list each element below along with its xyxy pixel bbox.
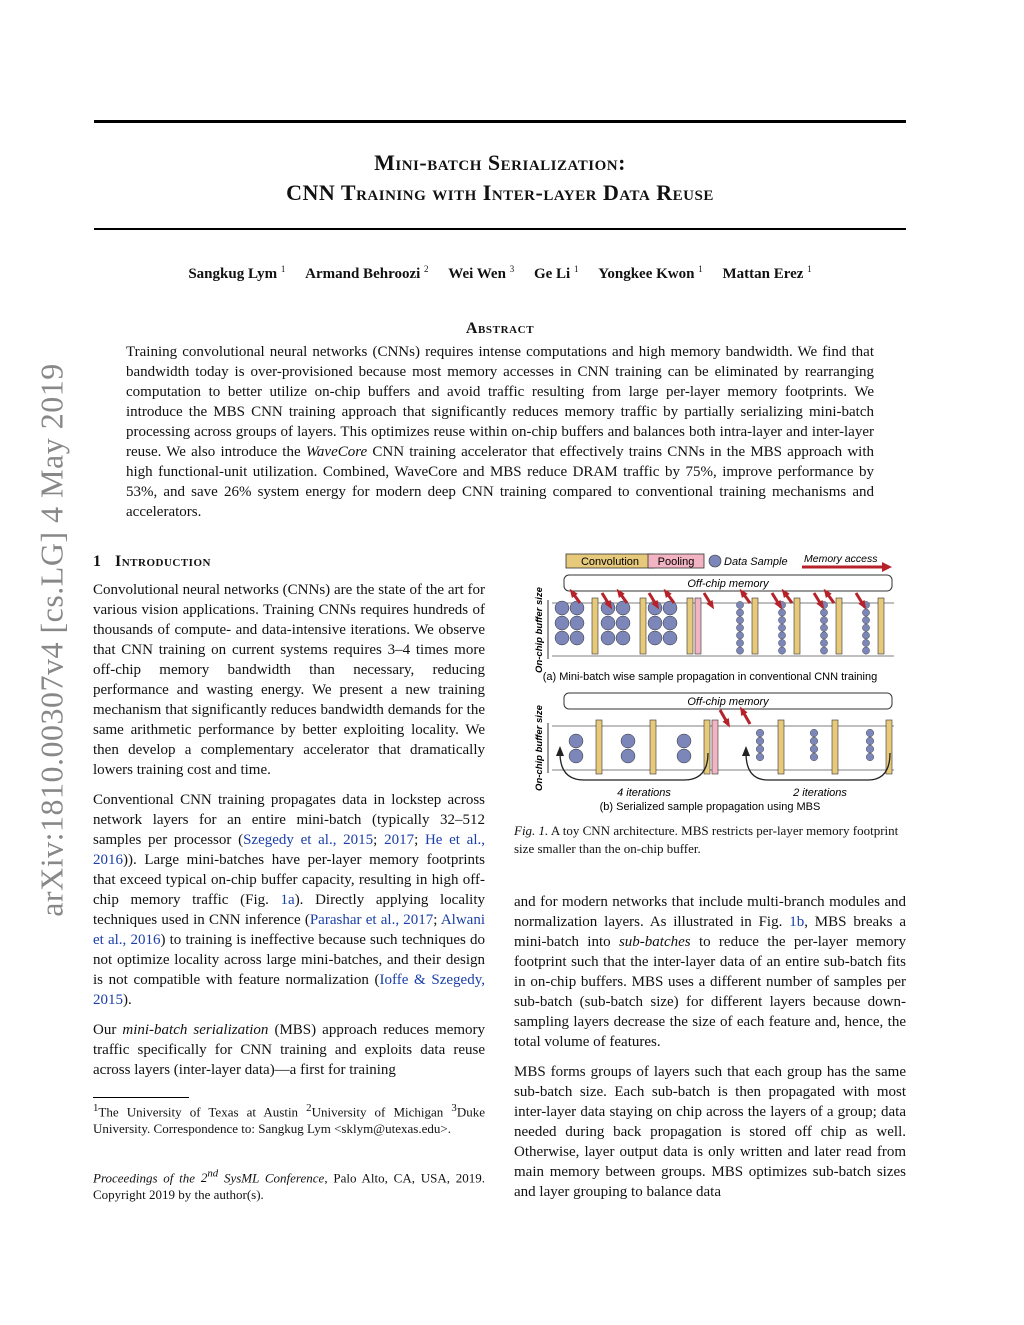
author: Wei Wen $^3$ <box>448 264 515 282</box>
conv-layer <box>794 598 800 654</box>
citation-link[interactable]: Szegedy et al., 2015 <box>243 832 374 848</box>
buffer-size-label-b: On-chip buffer size <box>534 705 545 791</box>
offchip-label-b: Off-chip memory <box>687 696 769 708</box>
data-sample <box>862 639 869 646</box>
data-sample <box>736 617 743 624</box>
data-sample <box>778 639 785 646</box>
pooling-layer <box>712 720 718 774</box>
data-sample <box>862 632 869 639</box>
author: Yongkee Kwon $^1$ <box>598 264 703 282</box>
data-sample <box>736 639 743 646</box>
data-sample <box>736 601 743 608</box>
data-sample <box>866 737 874 745</box>
pooling-layer <box>695 598 701 654</box>
data-sample <box>862 617 869 624</box>
arxiv-identifier: arXiv:1810.00307v4 [cs.LG] 4 May 2019 <box>33 363 70 917</box>
data-sample <box>756 729 764 737</box>
author-list <box>94 264 906 283</box>
data-sample <box>820 632 827 639</box>
citation-link[interactable]: Alwani et al., 2016 <box>93 912 486 948</box>
data-sample <box>756 753 764 761</box>
figure-1 <box>514 548 906 818</box>
data-sample <box>736 632 743 639</box>
figure-caption: Fig. 1. A toy CNN architecture. MBS restricts per-layer memory footprint size smaller than the on-chip buffer. <box>514 823 899 856</box>
conv-layer <box>878 598 884 654</box>
data-sample <box>862 647 869 654</box>
data-sample <box>736 609 743 616</box>
data-sample <box>810 729 818 737</box>
data-sample <box>810 753 818 761</box>
data-sample <box>677 734 691 748</box>
data-sample <box>862 624 869 631</box>
data-sample <box>570 631 584 645</box>
intro-paragraph-2: Conventional CNN training propagates data in lockstep across network layers for an entire mini-batch (typically 32–512 samples per processor (Szegedy et al., 2015; 2017; He et al., 2016)). Large mini-batches have per-layer memory footprints that exceed typical on-chip buffer capacity, resulting in high off-chip memory traffic (Fig. 1a). Directly applying locality techniques used in CNN inference (Parashar et al., 2017; Alwani et al., 2016) to training is ineffective because such techniques do not optimize locality across large mini-batches, and their design is not compatible with feature normalization (Ioffe & Szegedy, 2015). <box>93 792 486 1008</box>
data-sample <box>778 647 785 654</box>
data-sample <box>677 749 691 763</box>
conv-layer <box>752 598 758 654</box>
data-sample <box>570 616 584 630</box>
data-sample <box>820 647 827 654</box>
paper-title-line2: CNN Training with Inter-layer Data Reuse <box>286 180 714 205</box>
author: Ge Li $^1$ <box>533 264 579 282</box>
citation-link[interactable]: He et al., 2016 <box>93 832 486 868</box>
data-sample <box>621 749 635 763</box>
conv-layer <box>640 598 646 654</box>
subcaption-a: (a) Mini-batch wise sample propagation in conventional CNN training <box>542 671 878 683</box>
data-sample <box>648 631 662 645</box>
legend-sample-swatch <box>709 555 721 567</box>
conv-layer <box>650 720 656 774</box>
figure-ref-link[interactable]: 1b <box>789 914 805 930</box>
data-sample <box>616 631 630 645</box>
data-sample <box>555 601 569 615</box>
intro-paragraph-1: Convolutional neural networks (CNNs) are the state of the art for various vision applications. Training CNNs requires hundreds of thousands of compute- and data-intensive iterations. We observe that CNN training on current systems requires 3–4 times more off-chip memory bandwidth than necessary, reducing performance and wasting energy. We present a new training mechanism that significantly reduces bandwidth demands for the same arithmetic performance by better exploiting locality. We then develop a complementary accelerator that dramatically lowers training cost and time. <box>93 582 485 778</box>
data-sample <box>663 616 677 630</box>
figure-a-layers <box>555 589 884 654</box>
data-sample <box>866 729 874 737</box>
conv-layer <box>687 598 693 654</box>
data-sample <box>616 601 630 615</box>
buffer-size-label-a: On-chip buffer size <box>534 587 545 673</box>
citation-link[interactable]: 2017 <box>384 832 415 848</box>
author: Mattan Erez $^1$ <box>722 264 812 282</box>
data-sample <box>555 631 569 645</box>
legend-sample-label: Data Sample <box>724 556 788 568</box>
data-sample <box>569 749 583 763</box>
conv-layer <box>704 720 710 774</box>
data-sample <box>663 631 677 645</box>
data-sample <box>820 639 827 646</box>
figure-ref-link[interactable]: 1a <box>280 892 295 908</box>
conv-layer <box>832 720 838 774</box>
intro-paragraph-3: Our mini-batch serialization (MBS) approach reduces memory traffic specifically for CNN training and exploits data reuse across layers (inter-layer data)—a first for training <box>93 1022 486 1078</box>
data-sample <box>820 624 827 631</box>
right-paragraph-1: and for modern networks that include multi-branch modules and normalization layers. As illustrated in Fig. 1b, MBS breaks a mini-batch into sub-batches to reduce the per-layer memory footprint such that the inter-layer data of an entire sub-batch fits in on-chip buffers. MBS uses a different number of samples per sub-batch (sub-batch size) for different layers because down-sampling layers decrease the size of each feature and, hence, the total volume of features. <box>514 894 906 1050</box>
data-sample <box>601 616 615 630</box>
data-sample <box>555 616 569 630</box>
data-sample <box>820 617 827 624</box>
data-sample <box>778 609 785 616</box>
legend-mem-label: Memory access <box>804 553 878 565</box>
data-sample <box>810 745 818 753</box>
data-sample <box>778 624 785 631</box>
data-sample <box>866 745 874 753</box>
data-sample <box>663 601 677 615</box>
title-top-rule <box>94 120 906 123</box>
data-sample <box>621 734 635 748</box>
conv-layer <box>596 720 602 774</box>
conv-layer <box>592 598 598 654</box>
data-sample <box>570 601 584 615</box>
conv-layer <box>778 720 784 774</box>
left-column <box>93 552 485 1080</box>
data-sample <box>866 753 874 761</box>
data-sample <box>616 616 630 630</box>
author: Armand Behroozi $^2$ <box>305 264 429 282</box>
data-sample <box>778 617 785 624</box>
paper-title-line1: Mini-batch Serialization: <box>374 150 626 175</box>
data-sample <box>820 609 827 616</box>
citation-link[interactable]: Ioffe & Szegedy, 2015 <box>93 972 485 1008</box>
legend-conv-label: Convolution <box>580 556 640 568</box>
data-sample <box>569 734 583 748</box>
section-heading: 1 Introduction <box>93 553 211 570</box>
conv-layer <box>836 598 842 654</box>
offchip-label-a: Off-chip memory <box>687 578 769 590</box>
proceedings-note: Proceedings of the 2nd SysML Conference, Palo Alto, CA, USA, 2019. Copyright 2019 by the author(s). <box>93 1168 486 1203</box>
abstract-heading: Abstract <box>465 320 535 337</box>
legend-pool-label: Pooling <box>657 556 695 568</box>
data-sample <box>601 631 615 645</box>
abstract-body: Training convolutional neural networks (CNNs) requires intense computations and high memory bandwidth. We find that bandwidth today is over-provisioned because most memory accesses in CNN training can be eliminated by rearranging computation to better utilize on-chip buffers and avoid traffic resulting from large per-layer memory footprints. We introduce the MBS CNN training approach that significantly reduces memory traffic by partially serializing mini-batch processing across groups of layers. This optimizes reuse within on-chip buffers and balances both intra-layer and inter-layer reuse. We also introduce the WaveCore CNN training accelerator that effectively trains CNNs in the MBS approach with high functional-unit utilization. Combined, WaveCore and MBS reduce DRAM traffic by 75%, improve performance by 53%, and save 26% system energy for modern deep CNN training compared to conventional training mechanisms and accelerators. <box>126 344 875 520</box>
data-sample <box>778 632 785 639</box>
figure-legend <box>566 553 892 572</box>
data-sample <box>756 745 764 753</box>
right-paragraph-2: MBS forms groups of layers such that each group has the same sub-batch size. Each sub-batch is then propagated with most inter-layer data staying on chip across the layers of a group; data needed during back propagation is stored off chip as well. Otherwise, layer output data is only written and later read from main memory between groups. MBS optimizes sub-batch sizes and layer grouping to balance data <box>514 1064 906 1200</box>
citation-link[interactable]: Parashar et al., 2017 <box>309 912 434 928</box>
title-bottom-rule <box>94 228 906 230</box>
footnote-rule <box>93 1097 189 1098</box>
legend-mem-arrowhead <box>882 562 892 572</box>
data-sample <box>736 624 743 631</box>
author: Sangkug Lym $^1$ <box>188 264 286 282</box>
subcaption-b: (b) Serialized sample propagation using MBS <box>599 801 821 813</box>
data-sample <box>862 609 869 616</box>
figure-b-layers <box>569 707 892 774</box>
affiliation-footnote: $^1$The University of Texas at Austin $^2$University of Michigan $^3$Duke University. Correspondence to: Sangkug Lym <sklym@utexas.edu>. <box>93 1102 485 1137</box>
iterations-2-label: 2 iterations <box>793 787 847 799</box>
data-sample <box>648 616 662 630</box>
right-column <box>514 892 906 1202</box>
data-sample <box>736 647 743 654</box>
data-sample <box>810 737 818 745</box>
data-sample <box>756 737 764 745</box>
iterations-4-label: 4 iterations <box>617 787 671 799</box>
